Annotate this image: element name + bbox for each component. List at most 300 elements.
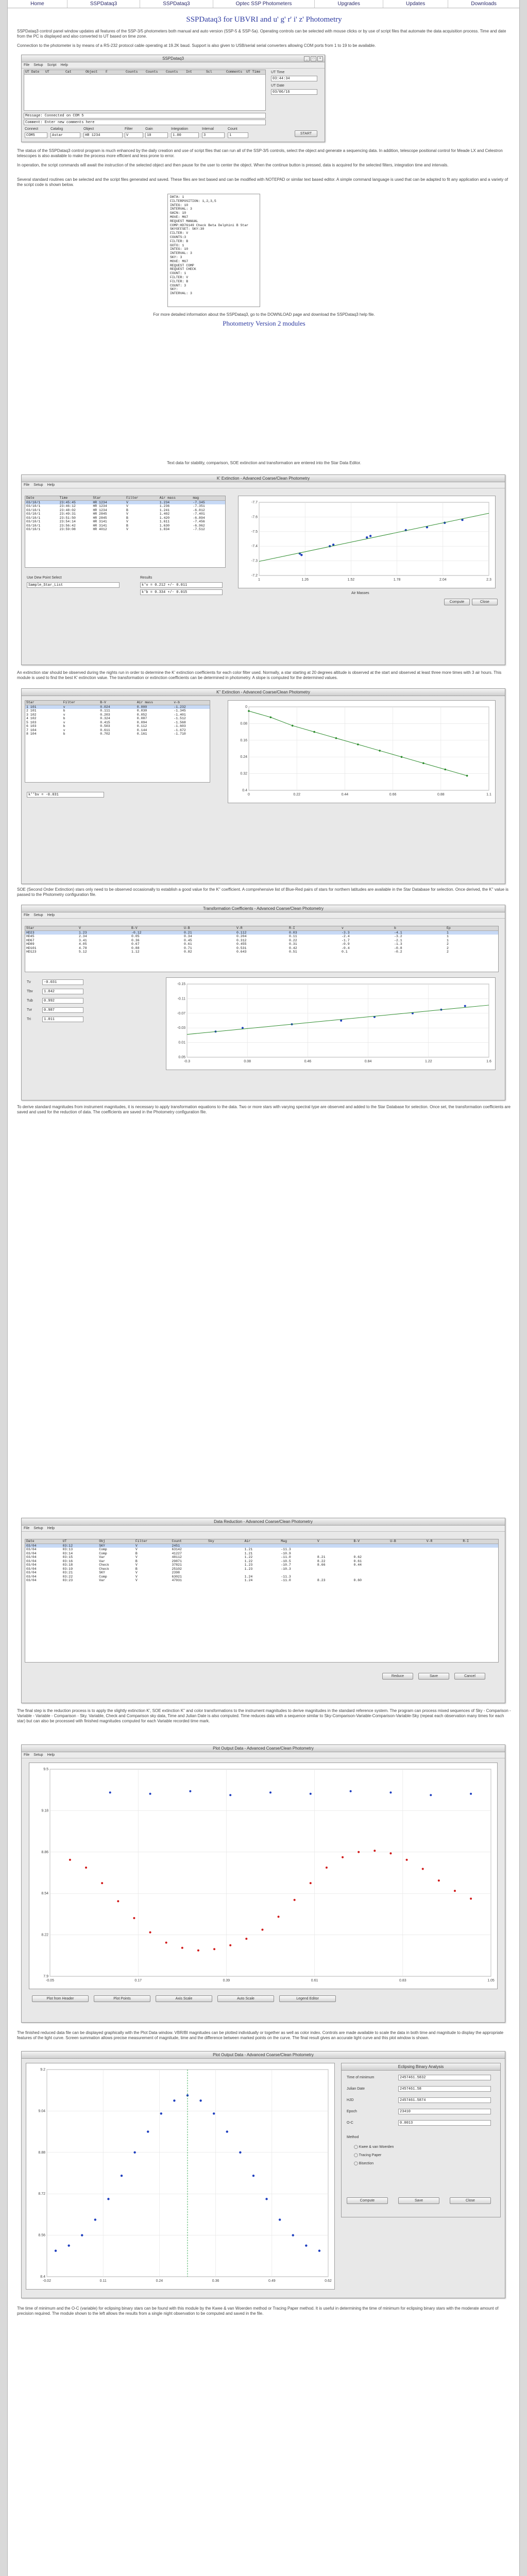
table-cell xyxy=(352,1571,389,1575)
table-cell: 2 101 xyxy=(26,709,37,713)
column-header[interactable]: Filter xyxy=(126,496,139,500)
ext-b-result: k'b = 0.334 +/- 0.015 xyxy=(140,589,223,595)
page-title: SSPDataq3 for UBVRI and u' g' r' i' z' Photometry xyxy=(186,15,342,24)
table-row[interactable] xyxy=(25,950,498,954)
transform-grid[interactable] xyxy=(25,926,499,972)
y-tick-label: -7.3 xyxy=(251,559,258,563)
soe-grid[interactable] xyxy=(25,700,210,783)
cancel-button[interactable]: Cancel xyxy=(454,1673,485,1680)
menu-file[interactable]: File xyxy=(24,1527,30,1530)
soe-caption: SOE (Second Order Extinction) stars only need to be observed occasionally to establish a good value for the K'' coefficient. A comprehensive list of Blue-Red pairs of stars for northern latitudes are available in the Star Database for selection. Once derived, the K'' value is passed to the Photometry configuration file. xyxy=(17,887,509,897)
table-cell xyxy=(389,1555,426,1560)
table-row[interactable] xyxy=(25,1548,498,1552)
table-row[interactable] xyxy=(25,935,498,939)
table-row[interactable] xyxy=(25,1571,498,1575)
column-header[interactable]: UT xyxy=(62,1539,67,1543)
column-header[interactable]: v-b xyxy=(174,701,180,704)
status-field: Message: Connected on COM 5 xyxy=(24,113,266,118)
table-cell: b xyxy=(63,717,65,720)
table-row[interactable] xyxy=(25,528,225,532)
column-header[interactable]: B-V xyxy=(353,1539,360,1543)
catalog-select[interactable]: Astar xyxy=(50,132,80,138)
data-point xyxy=(213,1948,215,1950)
column-header[interactable]: U-B xyxy=(390,1539,396,1543)
grid-body xyxy=(25,501,225,532)
second-order-window xyxy=(21,688,505,884)
data-point xyxy=(340,1020,342,1022)
integration-label: Integration xyxy=(171,127,189,131)
table-cell xyxy=(462,1567,498,1571)
x-tick-label: 1.05 xyxy=(487,1979,495,1982)
column-header[interactable]: Mag xyxy=(281,1539,287,1543)
table-cell: -1.512 xyxy=(174,717,186,720)
column-header[interactable]: V xyxy=(317,1539,319,1543)
table-cell: Check xyxy=(99,1567,109,1571)
dew-point-field[interactable]: Sample_Star_List xyxy=(27,582,120,588)
plot-area xyxy=(249,707,489,790)
table-cell: 8.23 xyxy=(317,1579,326,1582)
table-cell: b xyxy=(63,709,65,713)
panel-title: Eclipsing Binary Analysis xyxy=(342,2063,500,2071)
table-cell: 0.31 xyxy=(289,942,297,946)
table-cell: -3.3 xyxy=(342,930,350,935)
window-title: Plot Output Data - Advanced Coarse/Clean Photometry xyxy=(22,2052,505,2059)
data-point xyxy=(265,2198,267,2200)
data-point xyxy=(422,762,424,765)
sspdataq3-main-window xyxy=(21,55,325,142)
table-cell: HD67 xyxy=(26,938,35,942)
data-point xyxy=(430,1794,432,1796)
field-value[interactable]: 0.0013 xyxy=(398,2120,491,2126)
table-cell xyxy=(389,1560,426,1564)
column-header[interactable]: Sky xyxy=(208,1539,214,1543)
table-cell xyxy=(207,1571,244,1575)
table-cell: 0.51 xyxy=(289,950,297,954)
close-button[interactable]: Close xyxy=(472,599,498,605)
table-cell: 2 xyxy=(447,950,449,954)
table-cell xyxy=(426,1571,462,1575)
table-cell xyxy=(389,1567,426,1571)
table-row[interactable] xyxy=(25,1567,498,1571)
compute-button[interactable]: Compute xyxy=(444,599,470,605)
transform-chart xyxy=(166,978,495,1070)
table-row[interactable] xyxy=(25,724,210,728)
menu-help[interactable]: Help xyxy=(47,1527,55,1530)
column-header[interactable]: R-I xyxy=(463,1539,469,1543)
table-cell: -1.232 xyxy=(174,705,186,709)
table-cell: -10.3 xyxy=(281,1567,291,1571)
table-row[interactable] xyxy=(25,1563,498,1567)
menu-file[interactable]: File xyxy=(24,913,30,917)
minimize-icon[interactable]: _ xyxy=(304,56,310,61)
plot-control-button[interactable]: Legend Editor xyxy=(279,1995,336,2002)
table-cell: HR 2845 xyxy=(93,516,107,520)
table-row[interactable] xyxy=(25,524,225,528)
method-label: Method xyxy=(347,2136,359,2139)
data-point xyxy=(422,1868,424,1870)
table-cell: 0.144 xyxy=(137,728,147,732)
connect-select[interactable]: COM5 xyxy=(25,132,47,138)
method-option[interactable]: ◯ Kwee & van Woerden xyxy=(354,2145,394,2149)
column-header[interactable]: Counts xyxy=(126,70,138,74)
menu-bar xyxy=(22,1526,505,1532)
table-cell xyxy=(207,1567,244,1571)
table-cell: 03/04 xyxy=(26,1567,37,1571)
table-cell: SKY xyxy=(99,1544,105,1548)
nav-sspdataq3-2[interactable]: SSPDataq3 xyxy=(140,0,213,8)
table-row[interactable] xyxy=(25,504,225,509)
soe-plot xyxy=(228,700,496,803)
field-value[interactable]: 2457461.5874 xyxy=(398,2097,491,2103)
table-cell: -7.345 xyxy=(193,500,205,504)
table-cell: V xyxy=(126,500,128,504)
table-cell: 03/04 xyxy=(26,1559,37,1563)
table-cell: 0.203 xyxy=(100,713,110,717)
reduction-window xyxy=(21,1518,505,1703)
table-row[interactable] xyxy=(25,732,210,736)
table-cell xyxy=(244,1544,280,1548)
plot-control-button[interactable]: Axis Scale xyxy=(156,1995,212,2002)
table-row[interactable] xyxy=(25,713,210,717)
table-cell: 37821 xyxy=(172,1563,182,1567)
table-cell: 03/10/1 xyxy=(26,500,41,504)
table-cell: 48112 xyxy=(172,1555,182,1559)
data-point xyxy=(310,1793,312,1795)
column-header[interactable]: V xyxy=(79,926,81,930)
table-cell xyxy=(462,1544,498,1548)
table-row[interactable] xyxy=(25,1560,498,1564)
table-cell: -0.2 xyxy=(394,950,402,954)
window-title: SSPDataq3 _ □ × xyxy=(22,55,325,62)
timing-caption: The time of minimum and the O-C (variable) for eclipsing binary stars can be found with this module by the Kwee & van Woerden method or Tracing Paper method. It is useful in determining the time of minimum for eclipsing binary stars with the moderate amount of precision required. The module shown to the left allows the results from a single night observation to be computed and saved in the file. xyxy=(17,2306,499,2316)
column-header[interactable]: Comments xyxy=(226,70,243,74)
plot-control-button[interactable]: Auto Scale xyxy=(217,1995,274,2002)
y-tick-label: 7.9 xyxy=(43,1975,48,1978)
x-tick-label: 1.26 xyxy=(301,578,309,582)
table-cell: 0.024 xyxy=(100,705,110,709)
data-point xyxy=(389,1852,392,1854)
column-header[interactable]: Ep xyxy=(447,926,451,930)
menu-setup[interactable]: Setup xyxy=(33,63,43,67)
x-tick-label: 2.04 xyxy=(439,578,447,582)
plot-control-button[interactable]: Plot from Header xyxy=(32,1995,89,2002)
table-cell xyxy=(426,1563,462,1567)
column-header[interactable]: Cat xyxy=(65,70,72,74)
table-row[interactable] xyxy=(25,501,225,505)
extinction-grid[interactable] xyxy=(25,496,226,568)
table-row[interactable] xyxy=(25,516,225,520)
lightcurve-caption: The finished reduced data file can be displayed graphically with the Plot Data window. VBR/BI magnitudes can be plotted individually or together as well as color index. Controls are made available to scale the data in both time and magnitude to display the appropriate features of the light curve. Screen summation allows precise measurement of magnitude, time and the difference between marked points on the curve. The final result gives an accurate light curve and this plot window is shown. xyxy=(17,2030,504,2040)
table-cell: 1.234 xyxy=(159,500,170,504)
close-icon[interactable]: × xyxy=(317,56,323,61)
data-point xyxy=(292,2234,294,2236)
x-tick-label: 1.52 xyxy=(347,578,355,582)
menu-setup[interactable]: Setup xyxy=(33,913,43,917)
column-header[interactable]: B-V xyxy=(131,926,138,930)
gain-label: Gain xyxy=(145,127,153,131)
data-point xyxy=(358,1851,360,1853)
table-cell: 0.643 xyxy=(236,950,247,954)
table-row[interactable] xyxy=(25,520,225,524)
filter-select[interactable]: V xyxy=(125,132,143,138)
column-header[interactable]: U-B xyxy=(184,926,190,930)
table-cell: -1.603 xyxy=(174,724,186,728)
column-header[interactable]: Filter xyxy=(63,701,75,704)
table-cell: 1.241 xyxy=(159,508,170,512)
column-header[interactable]: V-R xyxy=(426,1539,433,1543)
column-header[interactable]: Star xyxy=(26,926,35,930)
extinction-window xyxy=(21,474,505,665)
table-cell xyxy=(207,1560,244,1564)
data-point xyxy=(101,1882,103,1884)
column-header[interactable]: Obj xyxy=(99,1539,105,1543)
table-cell: v xyxy=(63,705,65,709)
table-cell: 1.23 xyxy=(79,930,87,935)
nav-home[interactable]: Home xyxy=(8,0,67,8)
x-tick-label: 0.36 xyxy=(212,2279,219,2283)
column-header[interactable]: Filter xyxy=(135,1539,148,1543)
field-value[interactable]: 23410 xyxy=(398,2109,491,2114)
x-tick-label: -0.05 xyxy=(46,1979,54,1982)
column-header[interactable]: mag xyxy=(193,496,199,500)
menu-help[interactable]: Help xyxy=(47,483,55,487)
data-point xyxy=(270,716,272,718)
menu-script[interactable]: Script xyxy=(47,63,57,67)
table-row[interactable] xyxy=(25,1544,498,1548)
y-tick-label: -0.07 xyxy=(177,1011,185,1015)
integration-select[interactable]: 1.00 xyxy=(171,132,199,138)
y-tick-label: 8.56 xyxy=(38,2233,45,2238)
column-header[interactable]: Counts xyxy=(146,70,158,74)
table-row[interactable] xyxy=(25,512,225,516)
y-tick-label: 0.08 xyxy=(240,722,247,726)
table-cell xyxy=(316,1552,353,1556)
menu-help[interactable]: Help xyxy=(60,63,68,67)
reduction-grid[interactable] xyxy=(25,1539,499,1663)
data-point xyxy=(335,737,337,739)
column-header[interactable]: Count xyxy=(172,1539,182,1543)
column-header[interactable]: B-V xyxy=(100,701,106,704)
table-cell xyxy=(207,1552,244,1556)
column-header[interactable]: Time xyxy=(59,496,68,500)
table-row[interactable] xyxy=(25,942,498,946)
column-header[interactable]: Int xyxy=(186,70,192,74)
coefficient-label: Tv xyxy=(27,980,31,984)
data-point xyxy=(292,725,294,727)
table-cell: -6.962 xyxy=(193,523,205,528)
table-cell: 2398 xyxy=(172,1571,180,1574)
column-header[interactable]: F xyxy=(106,70,108,74)
column-header[interactable]: R-I xyxy=(289,926,295,930)
table-cell: b xyxy=(63,724,65,728)
table-row[interactable] xyxy=(25,705,210,709)
table-row[interactable] xyxy=(25,931,498,935)
y-tick-label: -7.7 xyxy=(251,501,258,504)
data-point xyxy=(310,1882,312,1884)
x-tick-label: 2.3 xyxy=(486,578,491,582)
table-cell: 0.324 xyxy=(100,717,110,720)
table-cell xyxy=(316,1575,353,1579)
column-header[interactable]: Star xyxy=(26,701,35,704)
table-cell xyxy=(389,1548,426,1552)
soe-chart xyxy=(228,701,495,803)
table-cell: Check xyxy=(99,1563,109,1567)
table-row[interactable] xyxy=(25,728,210,733)
count-select[interactable]: 1 xyxy=(228,132,248,138)
table-row[interactable] xyxy=(25,721,210,725)
table-cell xyxy=(426,1544,462,1548)
y-tick-label: 8.4 xyxy=(40,2275,45,2279)
data-point xyxy=(117,1900,119,1902)
object-select[interactable]: HR 1234 xyxy=(83,132,123,138)
field-label: Julian Date xyxy=(347,2087,365,2091)
nav-updates[interactable]: Updates xyxy=(383,0,448,8)
menu-setup[interactable]: Setup xyxy=(33,1527,43,1530)
table-cell: Comp xyxy=(99,1574,107,1579)
column-header[interactable]: Air mass xyxy=(137,701,153,704)
table-cell: 1 xyxy=(447,938,449,942)
data-point xyxy=(366,536,368,538)
column-header[interactable]: Air mass xyxy=(159,496,176,500)
y-tick-label: 9.2 xyxy=(40,2068,45,2072)
ut-date-label: UT Date xyxy=(271,84,284,88)
table-cell: 23:51:50 xyxy=(59,516,76,520)
table-cell: 0.052 xyxy=(137,713,147,717)
table-cell: v xyxy=(63,728,65,732)
plot-area xyxy=(50,1769,491,1976)
photometry-caption: Text data for stability, comparison, SOE extinction and transformation are entered into the Star Data Editor. xyxy=(167,461,361,465)
data-point xyxy=(470,1793,472,1795)
menu-setup[interactable]: Setup xyxy=(33,483,43,487)
menu-help[interactable]: Help xyxy=(47,1753,55,1757)
column-header[interactable]: UT Date xyxy=(25,70,40,74)
data-point xyxy=(213,2112,215,2114)
menu-help[interactable]: Help xyxy=(47,913,55,917)
content xyxy=(7,8,520,2576)
data-point xyxy=(278,1916,280,1918)
menu-file[interactable]: File xyxy=(24,63,30,67)
field-value[interactable]: 2457461.58 xyxy=(398,2086,491,2092)
menu-bar xyxy=(22,1752,505,1758)
close-button[interactable]: Close xyxy=(450,2197,491,2204)
table-cell: 23:48:02 xyxy=(59,508,76,512)
table-cell: 1.24 xyxy=(244,1574,253,1579)
column-header[interactable]: V-R xyxy=(236,926,243,930)
table-cell: 0.111 xyxy=(100,709,110,713)
column-header[interactable]: Date xyxy=(26,1539,35,1543)
table-cell xyxy=(316,1548,353,1552)
table-cell: 03:12 xyxy=(62,1544,73,1548)
save-button[interactable]: Save xyxy=(398,2197,439,2204)
data-point xyxy=(55,2250,57,2252)
table-cell xyxy=(207,1579,244,1583)
column-header[interactable]: Air xyxy=(244,1539,251,1543)
menu-file[interactable]: File xyxy=(24,483,30,487)
table-cell: 03:13 xyxy=(62,1548,73,1551)
nav-optec-ssp[interactable]: Optec SSP Photometers xyxy=(213,0,315,8)
table-cell: 0.82 xyxy=(184,950,192,954)
gain-select[interactable]: 10 xyxy=(145,132,168,138)
save-button[interactable]: Save xyxy=(418,1673,449,1680)
table-row[interactable] xyxy=(25,1555,498,1560)
table-row[interactable] xyxy=(25,1575,498,1579)
data-point xyxy=(464,1005,466,1007)
nav-sspdataq3[interactable]: SSPDataq3 xyxy=(67,0,140,8)
table-cell: 0.61 xyxy=(353,1559,362,1563)
data-point xyxy=(69,1859,71,1861)
data-point xyxy=(197,1950,199,1952)
compute-button[interactable]: Compute xyxy=(347,2197,388,2204)
nav-upgrades[interactable]: Upgrades xyxy=(315,0,383,8)
table-row[interactable] xyxy=(25,1579,498,1583)
data-grid[interactable] xyxy=(24,70,266,111)
data-point xyxy=(438,1879,440,1882)
x-tick-label: 0.88 xyxy=(437,793,445,796)
nav-downloads[interactable]: Downloads xyxy=(471,1,497,7)
x-tick-label: 0.83 xyxy=(399,1979,406,1982)
table-cell: 0.67 xyxy=(131,942,140,946)
comment-field[interactable]: Comment: Enter new comments here xyxy=(24,120,266,125)
y-tick-label: 8.88 xyxy=(38,2150,45,2155)
method-option[interactable]: ◯ Bisection xyxy=(354,2162,374,2165)
transformation-window xyxy=(21,905,505,1100)
table-cell: V xyxy=(135,1571,138,1574)
table-row[interactable] xyxy=(25,717,210,721)
plot-control-button[interactable]: Plot Points xyxy=(94,1995,150,2002)
table-cell xyxy=(316,1567,353,1571)
table-cell: 1.12 xyxy=(131,950,140,954)
column-header[interactable]: Scl xyxy=(206,70,212,74)
column-header[interactable]: b xyxy=(394,926,396,930)
table-row[interactable] xyxy=(25,939,498,943)
method-option[interactable]: ◯ Tracing Paper xyxy=(354,2154,382,2157)
ext-v-result: k'v = 0.212 +/- 0.011 xyxy=(140,582,223,588)
column-header[interactable]: v xyxy=(342,926,344,930)
column-header[interactable]: UT xyxy=(45,70,49,74)
table-cell xyxy=(389,1544,426,1548)
reduce-button[interactable]: Reduce xyxy=(382,1673,413,1680)
field-value[interactable]: 2457461.5832 xyxy=(398,2075,491,2080)
column-header[interactable]: UT Time xyxy=(246,70,261,74)
column-header[interactable]: Counts xyxy=(166,70,178,74)
column-header[interactable]: Object xyxy=(86,70,98,74)
menu-file[interactable]: File xyxy=(24,1753,30,1757)
table-row[interactable] xyxy=(25,1552,498,1556)
table-cell xyxy=(462,1552,498,1556)
table-cell xyxy=(352,1544,389,1548)
interval-select[interactable]: 3 xyxy=(202,132,225,138)
start-button[interactable]: START xyxy=(295,130,317,137)
table-cell: 3 102 xyxy=(26,713,37,717)
table-cell: HR 1234 xyxy=(93,500,107,504)
column-header[interactable]: Star xyxy=(93,496,101,500)
maximize-icon[interactable]: □ xyxy=(311,56,316,61)
table-cell: -1.568 xyxy=(174,720,186,724)
menu-setup[interactable]: Setup xyxy=(33,1753,43,1757)
table-cell: 5 103 xyxy=(26,720,37,724)
table-row[interactable] xyxy=(25,946,498,951)
table-cell: 03/10/1 xyxy=(26,520,41,523)
table-row[interactable] xyxy=(25,509,225,513)
table-cell xyxy=(426,1567,462,1571)
table-row[interactable] xyxy=(25,709,210,713)
table-cell: -6.894 xyxy=(193,516,205,520)
column-header[interactable]: Date xyxy=(26,496,35,500)
intro-paragraph-2: Connection to the photometer is by means of a RS-232 protocol cable operating at 19.2K baud. Support is also given to USB/serial serial converters allowing COM ports from 1 to 19 to be available. xyxy=(17,43,376,48)
table-cell xyxy=(426,1555,462,1560)
data-point xyxy=(350,1790,352,1792)
table-cell: 0.000 xyxy=(137,705,147,709)
